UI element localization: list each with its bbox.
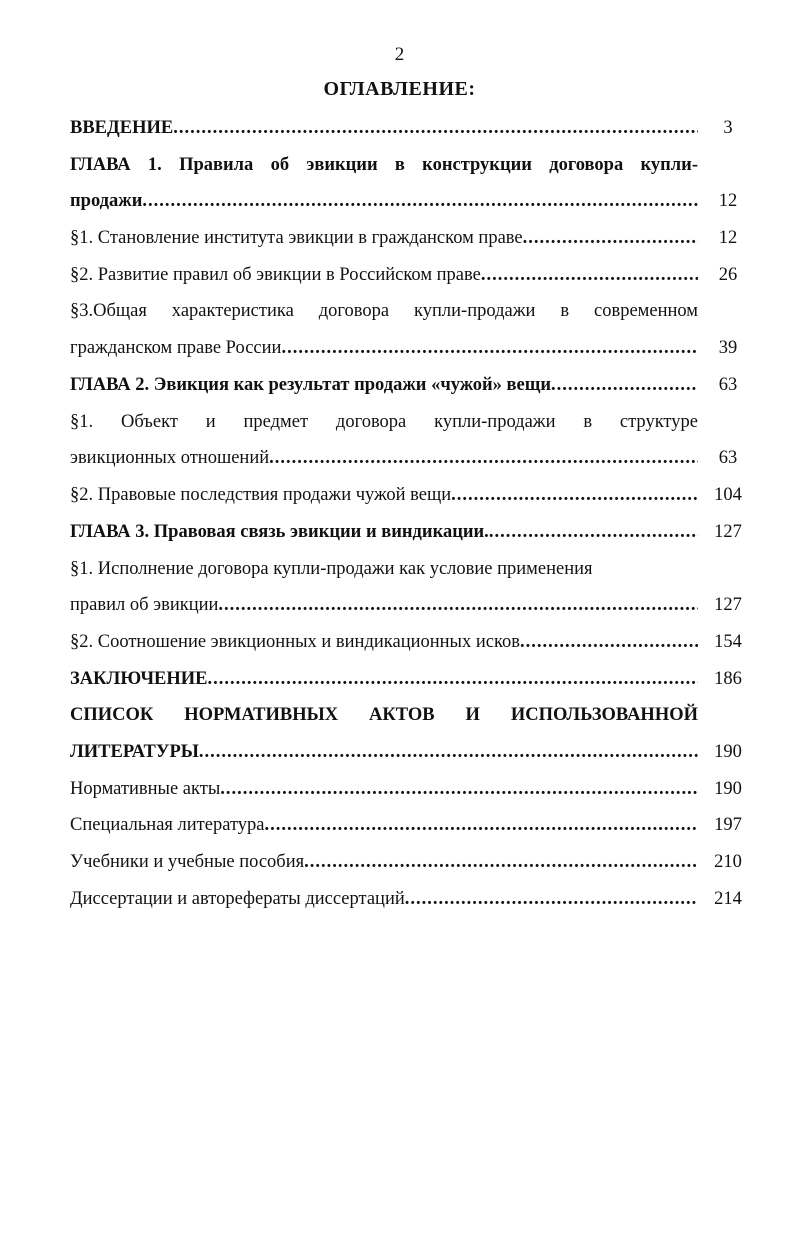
toc-entry-title: продажи [70,191,143,211]
toc-page-number: 154 [714,632,742,652]
toc-page-number: 190 [714,742,742,762]
toc-entry-title: ЛИТЕРАТУРЫ [70,742,199,762]
toc-entry-title: Нормативные акты [70,779,221,799]
toc-entry-ch3-section-1-line1[interactable]: §1. Исполнение договора купли-продажи как условие применения [70,559,593,579]
toc-entry-title: ЗАКЛЮЧЕНИЕ [70,669,208,689]
toc-page-number: 26 [718,265,738,285]
toc-entry-title: §2. Правовые последствия продажи чужой вещи [70,485,452,505]
toc-entry-special-literature[interactable] [70,812,698,838]
leader-dots [208,666,699,692]
toc-entry-dissertations[interactable] [70,886,698,912]
toc-page-number: 210 [714,852,742,872]
toc-entry-ch1-section-3[interactable] [70,335,698,361]
toc-entry-introduction[interactable] [70,115,698,141]
toc-entry-title: ВВЕДЕНИЕ [70,118,174,138]
leader-dots [520,629,698,655]
leader-dots [304,849,698,875]
toc-page-number: 104 [714,485,742,505]
toc-page-number: 3 [723,118,733,138]
toc-entry-chapter-1-line1[interactable]: ГЛАВА 1. Правила об эвикции в конструкции договора купли- [70,155,698,175]
leader-dots [523,225,698,251]
toc-entry-title: §2. Развитие правил об эвикции в Российском праве [70,265,481,285]
toc-entry-title: Диссертации и авторефераты диссертаций [70,889,405,909]
toc-page-number: 63 [718,448,738,468]
toc-entry-title: гражданском праве России [70,338,282,358]
leader-dots [489,519,698,545]
toc-entry-ch1-section-1[interactable] [70,225,698,251]
toc-entry-title: §2. Соотношение эвикционных и виндикационных исков [70,632,520,652]
leader-dots [405,886,698,912]
toc-page-number: 190 [714,779,742,799]
leader-dots [281,335,698,361]
toc-entry-title: эвикционных отношений [70,448,270,468]
leader-dots [220,776,698,802]
leader-dots [173,115,698,141]
toc-entry-title: ГЛАВА 3. Правовая связь эвикции и виндикации. [70,522,489,542]
toc-entry-chapter-3[interactable] [70,519,698,545]
leader-dots [451,482,698,508]
toc-entry-ch2-section-2[interactable] [70,482,698,508]
toc-entry-title: §1. Становление института эвикции в гражданском праве [70,228,523,248]
toc-page-number: 197 [714,815,742,835]
toc-entry-chapter-1[interactable] [70,188,698,214]
toc-entry-ch1-section-2[interactable] [70,262,698,288]
toc-entry-title: Специальная литература [70,815,265,835]
leader-dots [269,445,698,471]
leader-dots [481,262,698,288]
leader-dots [218,592,698,618]
toc-title: ОГЛАВЛЕНИЕ: [323,78,476,100]
toc-page-number: 214 [714,889,742,909]
toc-entry-ch3-section-1[interactable] [70,592,698,618]
toc-entry-title: правил об эвикции [70,595,219,615]
toc-entry-chapter-2[interactable] [70,372,698,398]
toc-entry-textbooks[interactable] [70,849,698,875]
toc-page-number: 39 [718,338,738,358]
toc-entry-conclusion[interactable] [70,666,698,692]
toc-entry-title: ГЛАВА 2. Эвикция как результат продажи «чужой» вещи [70,375,551,395]
leader-dots [142,188,698,214]
toc-page-number: 63 [718,375,738,395]
toc-page-number: 127 [714,522,742,542]
leader-dots [265,812,698,838]
toc-entry-ch2-section-1[interactable] [70,445,698,471]
toc-entry-ch3-section-2[interactable] [70,629,698,655]
toc-entry-bibliography[interactable] [70,739,698,765]
toc-entry-bibliography-line1[interactable]: СПИСОК НОРМАТИВНЫХ АКТОВ И ИСПОЛЬЗОВАННОЙ [70,705,698,725]
toc-page-number: 186 [714,669,742,689]
toc-page-number: 127 [714,595,742,615]
toc-page-number: 12 [718,228,738,248]
toc-entry-title: Учебники и учебные пособия [70,852,305,872]
toc-page-number: 12 [718,191,738,211]
toc-entry-ch1-section-3-line1[interactable]: §3.Общая характеристика договора купли-продажи в современном [70,301,698,321]
leader-dots [551,372,698,398]
page-number: 2 [394,44,405,65]
leader-dots [199,739,698,765]
toc-entry-normative-acts[interactable] [70,776,698,802]
toc-entry-ch2-section-1-line1[interactable]: §1. Объект и предмет договора купли-продажи в структуре [70,412,698,432]
